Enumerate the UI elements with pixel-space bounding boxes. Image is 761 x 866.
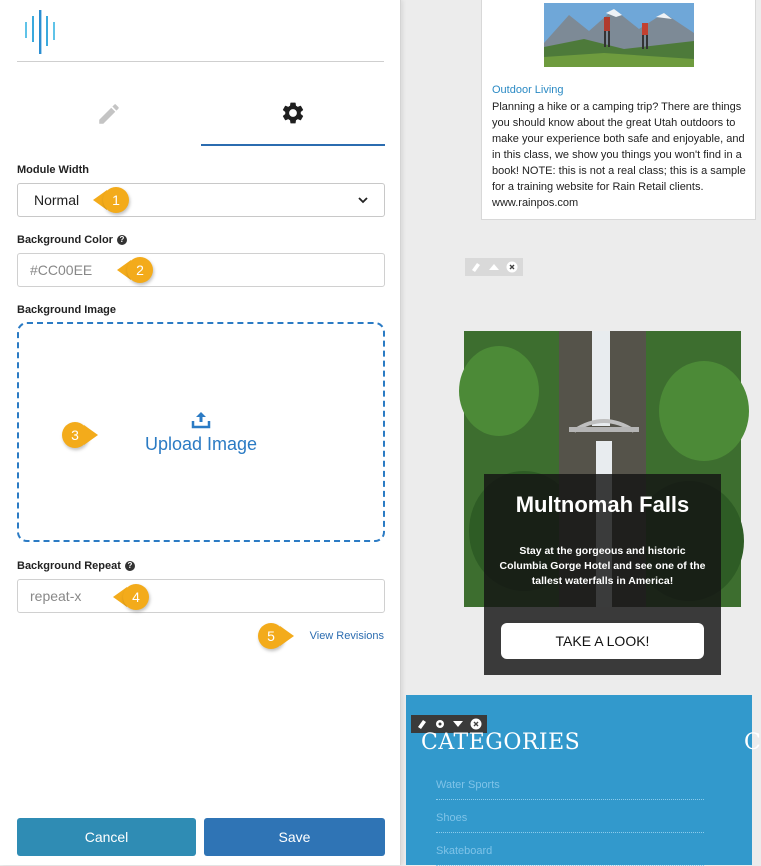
card-text: Planning a hike or a camping trip? There are things you should know about the great Utah outdoors to make your experience both safe and enjoyable, and in this class, we show you things you won't find in a book! NOTE: this is not a real class; this is a sample for a training website for Rain Retail clients. www.rainpos.com [492, 101, 746, 209]
background-color-value: #CC00EE [30, 262, 93, 278]
promo-banner [464, 331, 741, 607]
category-item[interactable]: Shoes [436, 812, 704, 833]
chevron-down-icon [358, 195, 368, 205]
background-image-label [17, 304, 116, 316]
upload-image-label: Upload Image [144, 433, 258, 454]
gear-icon[interactable] [433, 717, 447, 731]
tab-edit[interactable] [17, 82, 201, 146]
tab-settings[interactable] [201, 82, 385, 146]
page-preview [401, 0, 761, 865]
take-a-look-button[interactable]: TAKE A LOOK! [501, 623, 704, 659]
callout-number: 2 [127, 257, 153, 283]
close-icon[interactable] [505, 260, 519, 274]
categories-title: CATEGORIES [421, 730, 581, 755]
categories-title-partial: C [744, 730, 761, 755]
upload-icon [190, 410, 212, 430]
background-repeat-input[interactable] [17, 579, 385, 613]
background-color-label-text: Background Color [17, 234, 113, 246]
pencil-icon [96, 101, 122, 127]
promo-description: Stay at the gorgeous and historic Columbia Gorge Hotel and see one of the tallest waterfalls in America! [499, 545, 706, 587]
save-button[interactable]: Save [204, 818, 385, 856]
promo-title: Multnomah Falls [515, 492, 690, 517]
divider [17, 61, 384, 62]
background-color-input[interactable] [17, 253, 385, 287]
arrow-up-icon[interactable] [487, 260, 501, 274]
background-repeat-label-text: Background Repeat [17, 560, 121, 572]
help-icon[interactable]: ? [125, 561, 135, 571]
promo-footer [484, 607, 721, 675]
eraser-icon[interactable] [469, 260, 483, 274]
module-width-select[interactable] [17, 183, 385, 217]
card-link[interactable]: Outdoor Living [492, 84, 564, 96]
logo-icon [22, 8, 62, 54]
callout-number: 1 [103, 187, 129, 213]
gear-icon [280, 100, 306, 126]
module-width-value: Normal [34, 192, 80, 208]
promo-overlay [484, 474, 721, 607]
eraser-icon[interactable] [415, 717, 429, 731]
arrow-down-icon[interactable] [451, 717, 465, 731]
category-item[interactable]: Skateboard [436, 845, 704, 866]
categories-module [406, 695, 761, 865]
background-image-label-text: Background Image [17, 304, 117, 316]
callout-number: 3 [62, 422, 88, 448]
background-repeat-label [17, 560, 135, 572]
callout-number: 5 [258, 623, 284, 649]
background-color-label [17, 234, 127, 246]
module-width-label [17, 164, 89, 176]
hikers-image [544, 3, 694, 67]
module-toolbar [465, 258, 523, 276]
module-width-label-text: Module Width [17, 164, 89, 176]
cancel-button[interactable]: Cancel [17, 818, 196, 856]
close-icon[interactable] [469, 717, 483, 731]
help-icon[interactable]: ? [117, 235, 127, 245]
callout-number: 4 [123, 584, 149, 610]
article-card [481, 0, 756, 220]
background-repeat-value: repeat-x [30, 588, 82, 604]
view-revisions-link[interactable]: View Revisions [309, 630, 384, 642]
category-item[interactable]: Water Sports [436, 779, 704, 800]
